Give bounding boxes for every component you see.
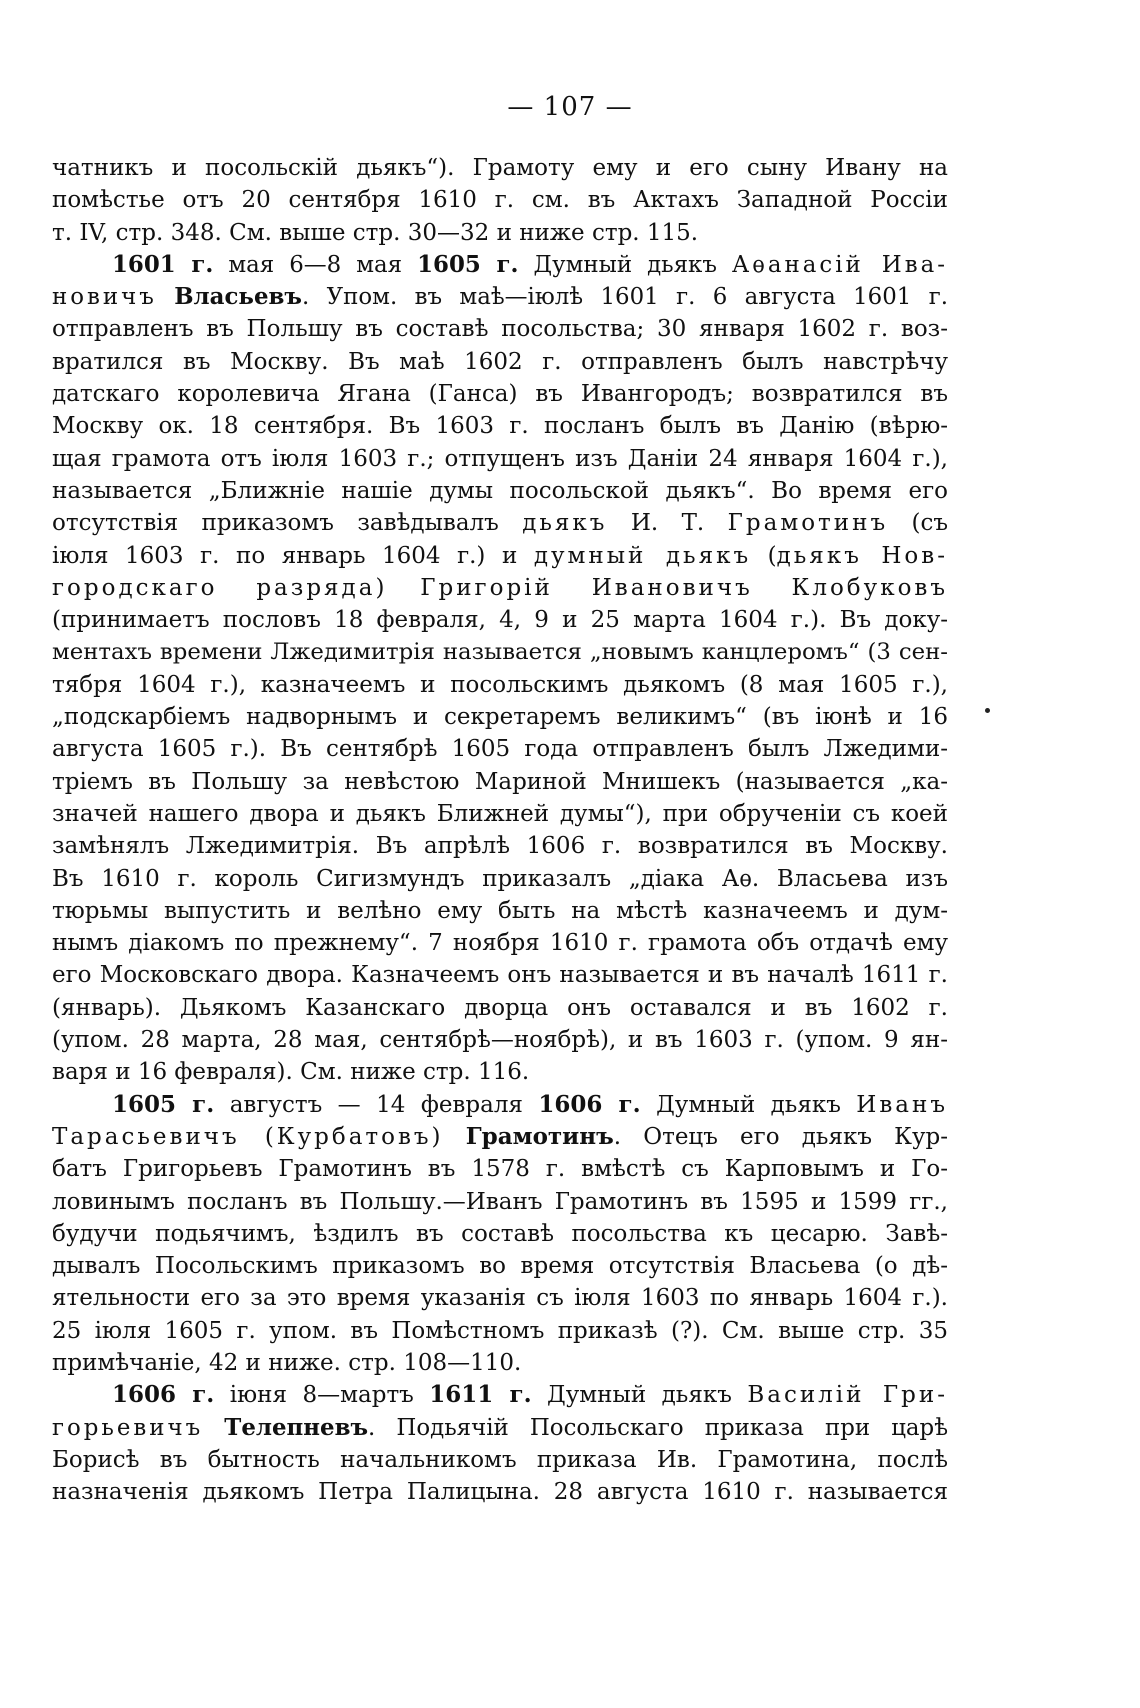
text-line: отсутствія приказомъ завѣдывалъ дьякъ И. Т. Грамотинъ (съ: [52, 510, 948, 537]
text-line: августа 1605 г.). Въ сентябрѣ 1605 года отправленъ былъ Лжедими-: [52, 736, 948, 763]
text-line: т. IV, стр. 348. См. выше стр. 30—32 и ниже стр. 115.: [52, 219, 699, 246]
text-line: датскаго королевича Ягана (Ганса) въ Ивангородъ; возвратился въ: [52, 381, 948, 408]
text-line: (январь). Дьякомъ Казанскаго дворца онъ оставался и въ 1602 г.: [52, 994, 948, 1021]
text-line: іюля 1603 г. по январь 1604 г.) и думный дьякъ (дьякъ Нов-: [52, 542, 948, 569]
text-line: будучи подьячимъ, ѣздилъ въ составѣ посольства къ цесарю. Завѣ-: [52, 1220, 948, 1247]
text-line: Борисѣ въ бытность начальникомъ приказа Ив. Грамотина, послѣ: [52, 1446, 948, 1473]
text-line: ментахъ времени Лжедимитрія называется „новымъ канцлеромъ“ (3 сен-: [52, 639, 948, 666]
text-line: отправленъ въ Польшу въ составѣ посольства; 30 января 1602 г. воз-: [52, 316, 948, 343]
text-line: 1605 г. августъ — 14 февраля 1606 г. Думный дьякъ Иванъ: [112, 1090, 948, 1118]
text-line: нымъ діакомъ по прежнему“. 7 ноября 1610 г. грамота объ отдачѣ ему: [52, 930, 948, 957]
text-line: варя и 16 февраля). См. ниже стр. 116.: [52, 1059, 530, 1086]
text-column: [52, 152, 948, 1508]
date-to: 1611 г.: [429, 1381, 532, 1409]
text-line: Тарасьевичъ (Курбатовъ) Грамотинъ. Отецъ его дьякъ Кур-: [52, 1122, 948, 1150]
page-number: — 107 —: [507, 92, 633, 122]
text-line: называется „Ближніе нашіе думы посольской дьякъ“. Во время его: [52, 477, 948, 504]
text-line: Москву ок. 18 сентября. Въ 1603 г. посланъ былъ въ Данію (вѣрю-: [52, 413, 948, 440]
date-from: 1601 г.: [112, 251, 214, 278]
date-from: 1606 г.: [112, 1381, 215, 1409]
text-line: тября 1604 г.), казначеемъ и посольскимъ дьякомъ (8 мая 1605 г.),: [52, 671, 948, 698]
ink-speck: [985, 708, 990, 713]
date-from: 1605 г.: [112, 1090, 215, 1118]
text-line: тюрьмы выпустить и велѣно ему быть на мѣстѣ казначеемъ и дум-: [52, 897, 948, 924]
text-line: щая грамота отъ іюля 1603 г.; отпущенъ изъ Даніи 24 января 1604 г.),: [52, 445, 948, 472]
text-line: примѣчаніе, 42 и ниже. стр. 108—110.: [52, 1349, 522, 1376]
surname: Грамотинъ: [465, 1122, 614, 1150]
text-line: 25 іюля 1605 г. упом. въ Помѣстномъ приказѣ (?). См. выше стр. 35: [52, 1317, 948, 1344]
text-line: „подскарбіемъ надворнымъ и секретаремъ великимъ“ (въ іюнѣ и 16: [52, 704, 948, 731]
text-line: городскаго разряда) Григорій Ивановичъ Клобуковъ: [52, 574, 948, 601]
text-line: вратился въ Москву. Въ маѣ 1602 г. отправленъ былъ навстрѣчу: [52, 348, 948, 375]
text-line: Въ 1610 г. король Сигизмундъ приказалъ „діака Аѳ. Власьева изъ: [52, 865, 948, 892]
date-to: 1606 г.: [538, 1090, 641, 1118]
text-line: ловинымъ посланъ въ Польшу.—Иванъ Грамотинъ въ 1595 и 1599 гг.,: [52, 1188, 948, 1215]
text-line: 1606 г. іюня 8—мартъ 1611 г. Думный дьякъ Василій Гри-: [112, 1381, 948, 1409]
text-line: ятельности его за это время указанія съ іюля 1603 по январь 1604 г.).: [52, 1285, 948, 1312]
person-name: Василій Гри-: [747, 1382, 948, 1409]
paragraph-telepnev: [52, 1379, 948, 1508]
text-line: 1601 г. мая 6—8 мая 1605 г. Думный дьякъ Аѳанасій Ива-: [112, 251, 948, 278]
text-line: чатникъ и посольскій дьякъ“). Грамоту ему и его сыну Ивану на: [52, 155, 948, 181]
text-line: назначенія дьякомъ Петра Палицына. 28 августа 1610 г. называется: [52, 1479, 948, 1506]
paragraph-intro-continuation: [52, 152, 948, 249]
text-line: его Московскаго двора. Казначеемъ онъ называется и въ началѣ 1611 г.: [52, 962, 948, 989]
person-name: Аѳанасій Ива-: [731, 251, 948, 278]
text-line: замѣнялъ Лжедимитрія. Въ апрѣлѣ 1606 г. возвратился въ Москву.: [52, 833, 948, 860]
text-line: (принимаетъ пословъ 18 февраля, 4, 9 и 25 марта 1604 г.). Въ доку-: [52, 607, 948, 634]
text-line: помѣстье отъ 20 сентября 1610 г. см. въ Актахъ Западной Россіи: [52, 187, 948, 214]
text-line: горьевичъ Телепневъ. Подьячій Посольскаго приказа при царѣ: [52, 1414, 948, 1441]
surname: Телепневъ: [224, 1414, 369, 1441]
text-line: батъ Григорьевъ Грамотинъ въ 1578 г. вмѣстѣ съ Карповымъ и Го-: [52, 1156, 948, 1183]
text-line: тріемъ въ Польшу за невѣстою Мариной Мнишекъ (называется „ка-: [52, 768, 948, 795]
paragraph-vlasyev: [52, 249, 948, 1089]
text-line: значей нашего двора и дьякъ Ближней думы“), при обрученіи съ коей: [52, 800, 948, 827]
text-line: дывалъ Посольскимъ приказомъ во время отсутствія Власьева (о дѣ-: [52, 1253, 948, 1280]
surname: Власьевъ: [174, 284, 302, 311]
date-to: 1605 г.: [417, 251, 519, 278]
paragraph-gramotin: [52, 1089, 948, 1380]
text-line: (упом. 28 марта, 28 мая, сентябрѣ—ноябрѣ), и въ 1603 г. (упом. 9 ян-: [52, 1027, 948, 1054]
person-name: Иванъ: [856, 1091, 948, 1118]
text-line: новичъ Власьевъ. Упом. въ маѣ—іюлѣ 1601 г. 6 августа 1601 г.: [52, 284, 948, 311]
